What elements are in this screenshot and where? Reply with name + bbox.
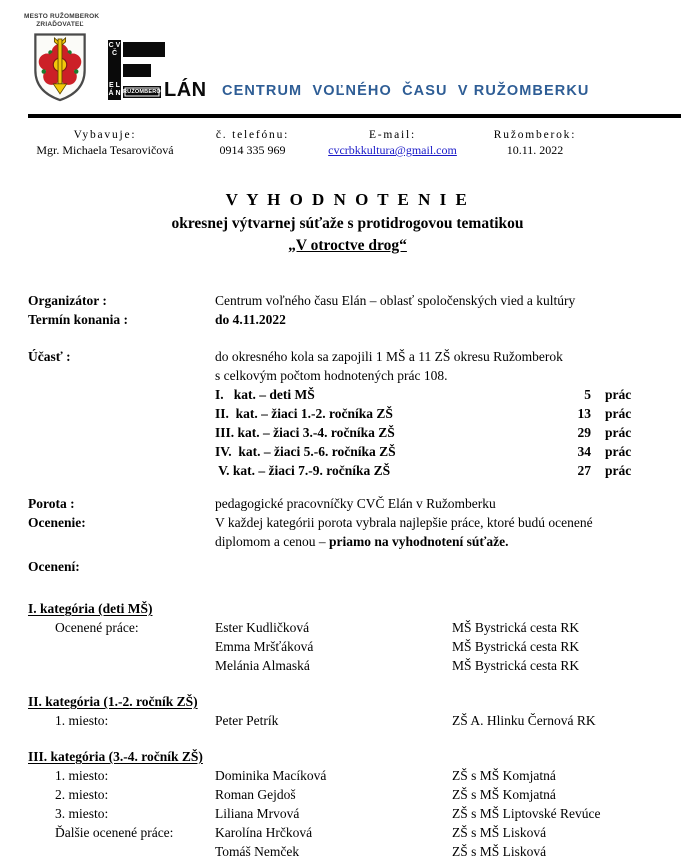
award-school: ZŠ s MŠ Lisková (452, 825, 547, 840)
elan-bar-middle (123, 64, 151, 77)
award-place: 1. miesto: (55, 713, 109, 728)
contact-email (325, 129, 460, 158)
elan-bar-top (123, 42, 165, 57)
organizer-label: Organizátor : (28, 293, 107, 308)
jury-label: Porota : (28, 496, 75, 511)
award-name: Ester Kudličková (215, 620, 310, 635)
participation-line1: do okresného kola sa zapojili 1 MŠ a 11 ZŠ okresu Ružomberok (215, 349, 563, 364)
contact-value: 0914 335 969 (219, 143, 286, 157)
section-category-2 (28, 692, 665, 730)
organization-title: CENTRUM VOĽNÉHO ČASU V RUŽOMBERKU (222, 83, 590, 99)
award-name: Tomáš Nemček (215, 844, 300, 859)
award-school: ZŠ s MŠ Liptovské Revúce (452, 806, 601, 821)
participation-block (215, 347, 631, 480)
award-place (28, 637, 215, 656)
section-heading: III. kategória (3.-4. ročník ZŠ) (28, 749, 203, 764)
title-line2: okresnej výtvarnej súťaže s protidrogovou tematikou (171, 215, 524, 232)
award-note (215, 513, 593, 551)
city-coat-of-arms (24, 13, 100, 103)
category-unit: prác (605, 444, 632, 459)
organizer-value: Centrum voľného času Elán – oblasť spoločenských vied a kultúry (215, 293, 576, 308)
award-name: Roman Gejdoš (215, 787, 296, 802)
section-category-1 (28, 599, 665, 675)
email-link[interactable]: cvcrbkkultura@gmail.com (328, 143, 457, 157)
document-body (28, 291, 665, 861)
award-name: Emma Mršťáková (215, 639, 314, 654)
elan-logo (108, 40, 218, 100)
contact-date (460, 129, 610, 158)
award-note-line1: V každej kategórii porota vybrala najlepšie práce, ktoré budú ocenené (215, 515, 593, 530)
category-unit: prác (605, 387, 632, 402)
award-row (28, 842, 665, 861)
award-school: MŠ Bystrická cesta RK (452, 658, 580, 673)
award-note-row (28, 513, 665, 551)
award-place (28, 656, 215, 675)
category-row (215, 461, 631, 480)
coat-caption-line2: ZRIAĎOVATEĽ (36, 20, 84, 28)
award-name: Dominika Macíková (215, 768, 327, 783)
category-name: II. kat. – žiaci 1.-2. ročníka ZŠ (215, 406, 393, 421)
category-name: I. kat. – deti MŠ (215, 387, 315, 402)
header-rule (28, 114, 681, 118)
award-school: ZŠ s MŠ Komjatná (452, 768, 556, 783)
contact-value: Mgr. Michaela Tesarovičová (36, 143, 174, 157)
elan-logo-e-shape (123, 40, 218, 100)
award-row (28, 823, 665, 842)
category-name: V. kat. – žiaci 7.-9. ročníka ZŠ (215, 463, 391, 478)
award-place: 1. miesto: (55, 768, 109, 783)
awarded-label: Ocenení: (28, 559, 80, 574)
participation-line2: s celkovým počtom hodnotených prác 108. (215, 368, 448, 383)
letterhead (0, 0, 695, 114)
section-category-3 (28, 747, 665, 861)
award-name: Liliana Mrvová (215, 806, 300, 821)
contact-label: Ružomberok: (493, 129, 577, 141)
contact-telefon (180, 129, 325, 158)
term-row (28, 310, 665, 329)
jury-row (28, 494, 665, 513)
award-row (28, 766, 665, 785)
award-row (28, 656, 665, 675)
contact-row (30, 129, 695, 158)
category-unit: prác (605, 425, 632, 440)
award-row (28, 804, 665, 823)
award-row (28, 637, 665, 656)
award-place: Ocenené práce: (55, 620, 139, 635)
title-line1: V Y H O D N O T E N I E (225, 190, 470, 209)
award-row (28, 711, 665, 730)
award-name: Melánia Almaská (215, 658, 310, 673)
award-school: MŠ Bystrická cesta RK (452, 620, 580, 635)
category-name: III. kat. – žiaci 3.-4. ročníka ZŠ (215, 425, 395, 440)
section-heading: I. kategória (deti MŠ) (28, 601, 153, 616)
coat-caption-line1: MESTO RUŽOMBEROK (24, 13, 100, 20)
organizer-row (28, 291, 665, 310)
award-row (28, 785, 665, 804)
award-place: 3. miesto: (55, 806, 109, 821)
award-school: ZŠ s MŠ Komjatná (452, 787, 556, 802)
award-place: 2. miesto: (55, 787, 109, 802)
title-line3: „V otroctve drog“ (288, 237, 407, 254)
jury-value: pedagogické pracovníčky CVČ Elán v Ružomberku (215, 496, 496, 511)
category-count: 13 (577, 406, 591, 421)
award-label: Ocenenie: (28, 515, 86, 530)
award-place (28, 842, 215, 861)
category-row (215, 442, 631, 461)
contact-value: 10.11. 2022 (506, 143, 564, 157)
category-row (215, 423, 631, 442)
category-count: 27 (577, 463, 591, 478)
elan-logo-side-bar (108, 40, 121, 100)
term-label: Termín konania : (28, 312, 129, 327)
award-name: Peter Petrík (215, 713, 279, 728)
award-school: ZŠ s MŠ Lisková (452, 844, 547, 859)
category-name: IV. kat. – žiaci 5.-6. ročníka ZŠ (215, 444, 396, 459)
category-row (215, 404, 631, 423)
elan-side-cvc: C V Č (108, 42, 121, 57)
term-value: do 4.11.2022 (215, 312, 286, 327)
award-note-line2: diplomom a cenou – priamo na vyhodnotení súťaže. (215, 534, 509, 549)
award-place: Ďalšie ocenené práce: (55, 825, 174, 840)
category-unit: prác (605, 463, 632, 478)
elan-lan-text: LÁN (164, 79, 207, 101)
award-school: MŠ Bystrická cesta RK (452, 639, 580, 654)
elan-ruzomberok-box: RUŽOMBEROK (123, 86, 161, 98)
award-row (28, 618, 665, 637)
category-count: 34 (577, 444, 591, 459)
ruzomberok-coat-of-arms-icon (32, 31, 88, 103)
award-school: ZŠ A. Hlinku Černová RK (452, 713, 596, 728)
contact-label: Vybavuje: (73, 129, 137, 141)
category-unit: prác (605, 406, 632, 421)
category-count: 5 (584, 387, 591, 402)
participation-row (28, 347, 665, 480)
category-row (215, 385, 631, 404)
section-heading: II. kategória (1.-2. ročník ZŠ) (28, 694, 198, 709)
contact-label: č. telefónu: (215, 129, 290, 141)
document-title (0, 190, 695, 255)
participation-label: Účasť : (28, 349, 71, 364)
award-name: Karolína Hrčková (215, 825, 313, 840)
elan-side-elan: E L Á N (108, 82, 121, 97)
category-count: 29 (577, 425, 591, 440)
contact-vybavuje (30, 129, 180, 158)
contact-label: E-mail: (368, 129, 417, 141)
